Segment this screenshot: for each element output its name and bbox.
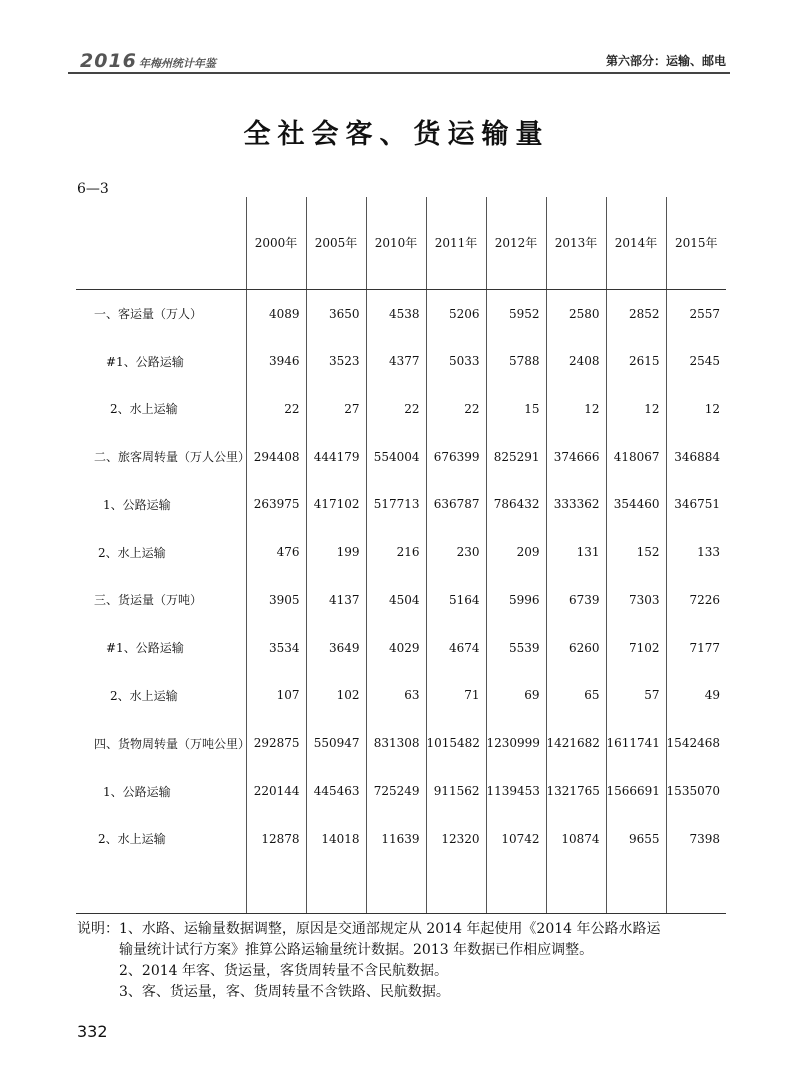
table-cell: 220144 [246,767,306,815]
empty-cell [486,863,546,914]
table-cell: 5788 [486,337,546,385]
table-cell: 4674 [426,624,486,672]
table-cell: 786432 [486,481,546,529]
empty-cell [366,863,426,914]
table-cell: 2580 [546,289,606,337]
table-row [76,624,726,672]
note-line: 输量统计试行方案》推算公路运输量统计数据。2013 年数据已作相应调整。 [119,942,594,958]
table-cell: 7398 [666,815,726,863]
note-line: 2、2014 年客、货运量，客货周转量不含民航数据。 [119,963,448,979]
table-cell: 636787 [426,481,486,529]
table-cell: 4089 [246,289,306,337]
table-cell: 417102 [306,481,366,529]
page-number: 332 [77,1022,108,1041]
table-cell: 374666 [546,433,606,481]
table-cell: 9655 [606,815,666,863]
table-cell: 7226 [666,576,726,624]
table-cell: 7303 [606,576,666,624]
row-label: 二、旅客周转量（万人公里） [94,450,251,465]
table-cell: 1535070 [666,767,726,815]
table-cell: 131 [546,528,606,576]
table-cell: 4137 [306,576,366,624]
table-cell: 102 [306,672,366,720]
table-header-corner [76,197,246,289]
note-line: 3、客、货运量，客、货周转量不含铁路、民航数据。 [119,984,450,1000]
table-cell: 333362 [546,481,606,529]
table-cell: 71 [426,672,486,720]
header-section: 第六部分：运输、邮电 [605,54,726,68]
table-cell: 5996 [486,576,546,624]
table-cell: 831308 [366,719,426,767]
table-cell: 14018 [306,815,366,863]
table-bottom-spacer [76,863,726,914]
table-cell: 7177 [666,624,726,672]
table-cell: 12 [606,385,666,433]
row-label: 三、货运量（万吨） [94,593,203,608]
table-cell: 5206 [426,289,486,337]
row-label: 2、水上运输 [98,832,166,847]
table-cell: 476 [246,528,306,576]
empty-cell [666,863,726,914]
table-cell: 1421682 [546,719,606,767]
table-cell: 725249 [366,767,426,815]
row-label: 2、水上运输 [110,402,178,417]
statistics-table [76,197,726,914]
empty-cell [426,863,486,914]
empty-cell [76,863,246,914]
table-cell: 294408 [246,433,306,481]
table-header-row [76,197,726,289]
row-label: 1、公路运输 [103,784,171,799]
table-cell: 10742 [486,815,546,863]
table-cell: 3523 [306,337,366,385]
table-cell: 1321765 [546,767,606,815]
table-cell: 12 [546,385,606,433]
empty-cell [246,863,306,914]
header-year: 2016 [80,50,137,72]
table-cell: 6260 [546,624,606,672]
table-cell: 12 [666,385,726,433]
table-cell: 11639 [366,815,426,863]
table-cell: 3650 [306,289,366,337]
table-cell: 4504 [366,576,426,624]
table-cell: 63 [366,672,426,720]
column-header: 2014年 [606,197,666,289]
column-header: 2015年 [666,197,726,289]
table-cell: 346884 [666,433,726,481]
column-header: 2005年 [306,197,366,289]
row-label: #1、公路运输 [106,641,184,656]
table-cell: 1139453 [486,767,546,815]
table-cell: 22 [246,385,306,433]
table-cell: 292875 [246,719,306,767]
table-cell: 107 [246,672,306,720]
table-cell: 1566691 [606,767,666,815]
table-cell: 3905 [246,576,306,624]
table-cell: 4029 [366,624,426,672]
table-row [76,433,726,481]
table-cell: 152 [606,528,666,576]
table-cell: 12320 [426,815,486,863]
table-row [76,576,726,624]
page-header [68,44,730,74]
row-label: 2、水上运输 [110,688,178,703]
column-header: 2010年 [366,197,426,289]
table-cell: 418067 [606,433,666,481]
table-cell: 5952 [486,289,546,337]
table-cell: 15 [486,385,546,433]
empty-cell [306,863,366,914]
header-book-title: 年梅州统计年鉴 [138,57,216,70]
yearbook-logo [80,50,216,72]
table-cell: 12878 [246,815,306,863]
table-row [76,337,726,385]
table-cell: 133 [666,528,726,576]
table-row [76,289,726,337]
notes [77,919,737,1003]
table-cell: 445463 [306,767,366,815]
table-cell: 1230999 [486,719,546,767]
row-label: #1、公路运输 [106,354,184,369]
table-cell: 1611741 [606,719,666,767]
header-rule [68,72,730,74]
page-title: 全社会客、货运输量 [243,119,550,150]
table-cell: 199 [306,528,366,576]
table-cell: 3534 [246,624,306,672]
table-cell: 2615 [606,337,666,385]
table-cell: 69 [486,672,546,720]
table-cell: 49 [666,672,726,720]
table-cell: 3649 [306,624,366,672]
column-header: 2011年 [426,197,486,289]
table-cell: 2557 [666,289,726,337]
table-code: 6—3 [77,181,109,197]
table-cell: 2545 [666,337,726,385]
table-cell: 65 [546,672,606,720]
table-cell: 825291 [486,433,546,481]
table-cell: 517713 [366,481,426,529]
table-cell: 22 [426,385,486,433]
table-cell: 57 [606,672,666,720]
table-cell: 346751 [666,481,726,529]
table-cell: 1542468 [666,719,726,767]
table-row [76,767,726,815]
table-cell: 4377 [366,337,426,385]
table-cell: 444179 [306,433,366,481]
table-cell: 2852 [606,289,666,337]
table-cell: 230 [426,528,486,576]
note-line: 说明：1、水路、运输量数据调整，原因是交通部规定从 2014 年起使用《2014 年公路水路运 [77,921,661,937]
table-cell: 550947 [306,719,366,767]
table-cell: 10874 [546,815,606,863]
table-cell: 5033 [426,337,486,385]
table-row [76,481,726,529]
row-label: 1、公路运输 [103,497,171,512]
table-cell: 209 [486,528,546,576]
table-row [76,528,726,576]
table-cell: 27 [306,385,366,433]
table-cell: 4538 [366,289,426,337]
row-label: 2、水上运输 [98,545,166,560]
table-cell: 6739 [546,576,606,624]
table-cell: 554004 [366,433,426,481]
table-cell: 216 [366,528,426,576]
table-row [76,385,726,433]
column-header: 2000年 [246,197,306,289]
table-row [76,815,726,863]
empty-cell [606,863,666,914]
empty-cell [546,863,606,914]
table-cell: 7102 [606,624,666,672]
table-cell: 3946 [246,337,306,385]
row-label: 一、客运量（万人） [94,307,203,322]
table-row [76,719,726,767]
table-cell: 5539 [486,624,546,672]
table-cell: 5164 [426,576,486,624]
column-header: 2012年 [486,197,546,289]
column-header: 2013年 [546,197,606,289]
table-row [76,672,726,720]
row-label: 四、货物周转量（万吨公里） [94,736,251,751]
table-cell: 263975 [246,481,306,529]
table-cell: 22 [366,385,426,433]
table-cell: 1015482 [426,719,486,767]
table-cell: 911562 [426,767,486,815]
table-cell: 354460 [606,481,666,529]
table-cell: 676399 [426,433,486,481]
table-cell: 2408 [546,337,606,385]
